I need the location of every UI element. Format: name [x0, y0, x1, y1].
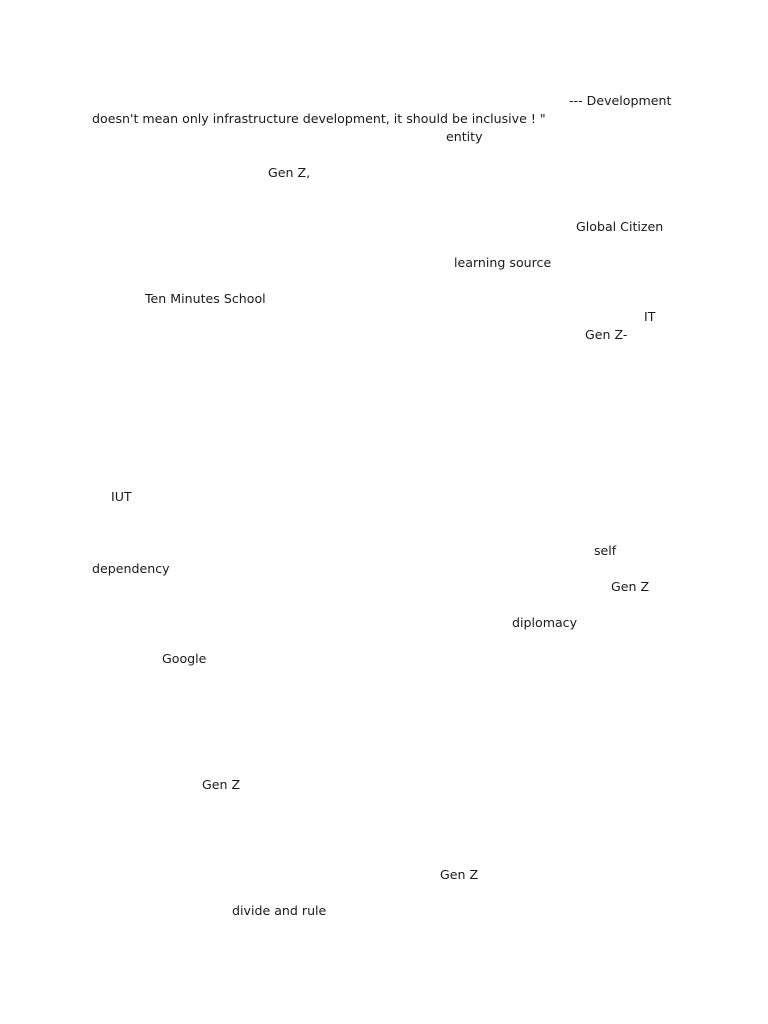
text-fragment: divide and rule	[232, 903, 327, 918]
text-fragment: Ten Minutes School	[145, 291, 266, 306]
text-fragment: Gen Z	[440, 867, 479, 882]
text-fragment: Global Citizen	[576, 219, 664, 234]
text-fragment: Gen Z,	[268, 165, 311, 180]
text-fragment: self	[594, 543, 617, 558]
text-fragment: learning source	[454, 255, 552, 270]
text-fragment: Google	[162, 651, 207, 666]
text-fragment: Gen Z	[202, 777, 241, 792]
text-fragment: Gen Z-	[585, 327, 628, 342]
text-fragment: diplomacy	[512, 615, 578, 630]
text-fragment: IT	[644, 309, 656, 324]
text-fragment: IUT	[111, 489, 132, 504]
text-fragment: dependency	[92, 561, 170, 576]
text-fragment: entity	[446, 129, 483, 144]
text-fragment: Gen Z	[611, 579, 650, 594]
text-fragment: --- Development	[569, 93, 672, 108]
text-fragment: doesn't mean only infrastructure development, it should be inclusive ! "	[92, 111, 546, 126]
